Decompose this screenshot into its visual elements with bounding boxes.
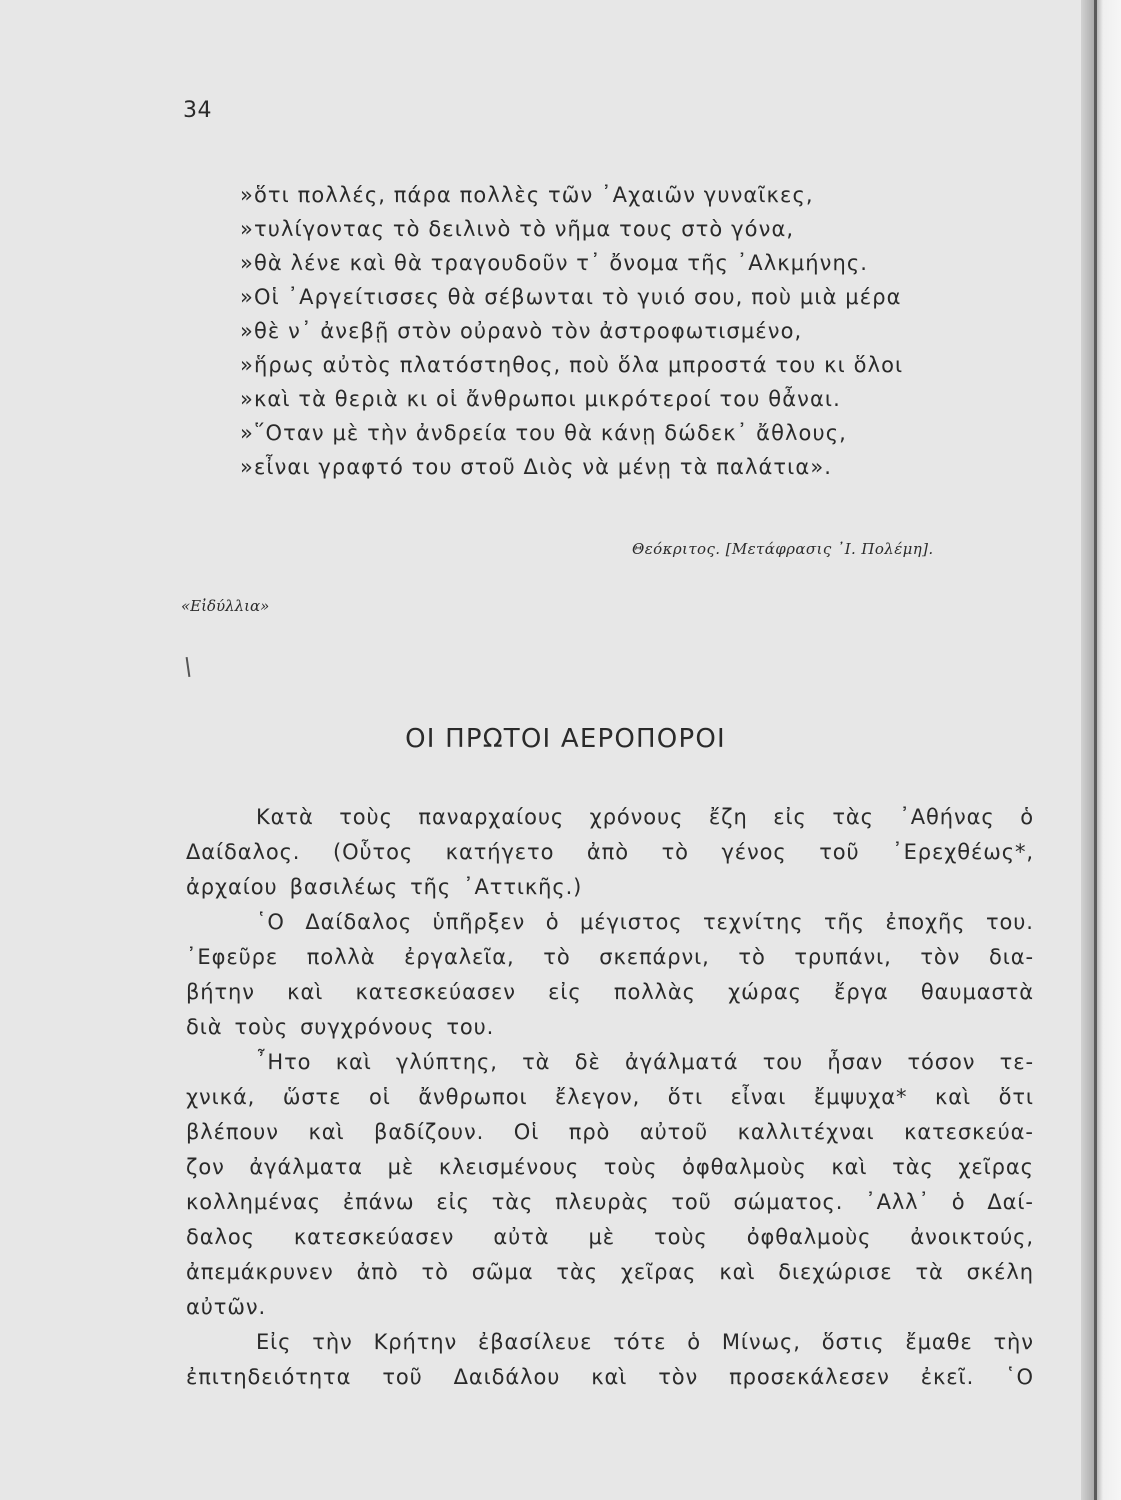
prose-word: σκέλη [966,1260,1034,1284]
prose-word: διὰ [186,1015,223,1039]
prose-word: ἀγάλματα [249,1155,363,1179]
prose-word: ᾽Εφεῦρε [186,945,279,969]
prose-line [186,1045,1034,1080]
prose-word: του [762,1050,804,1074]
prose-word: διεχώρισε [778,1260,893,1284]
prose-line [186,1325,1034,1360]
prose-word: ἔλεγον, [555,1085,641,1109]
prose-word: ἀπὸ [586,840,629,864]
prose-word: ἐποχῆς [885,910,966,934]
prose-word: τοὺς [654,1225,708,1249]
prose-line [186,1150,1034,1185]
prose-word: ἔργα [834,980,889,1004]
prose-word: τὸν [920,945,961,969]
prose-word: ὥστε [282,1085,342,1109]
poem-line: »καὶ τὰ θεριὰ κι οἱ ἄνθρωποι μικρότεροί του θἆναι. [240,387,841,411]
prose-line [186,835,1034,870]
prose-word: (Οὗτος [332,840,414,864]
prose-word: ᾽Αθήνας [899,805,995,829]
prose-line [186,975,1034,1010]
prose-word: τὸ [421,1260,449,1284]
chapter-title: ΟΙ ΠΡΩΤΟΙ ΑΕΡΟΠΟΡΟΙ [405,724,726,754]
poem-source: «Εἰδύλλια» [181,597,270,615]
poem-line: »τυλίγοντας τὸ δειλινὸ τὸ νῆμα τους στὸ γόνα, [240,217,795,241]
page-number: 34 [183,98,212,123]
prose-word: τὰς [556,1260,598,1284]
prose-word: Κατὰ [256,805,314,829]
prose-word: τὰς [491,1190,534,1214]
prose-word: ῾Ο [1005,1365,1034,1389]
prose-word: τρυπάνι, [794,945,892,969]
prose-word: πλευρὰς [555,1190,650,1214]
prose-word: γλύπτης, [396,1050,498,1074]
prose-line [186,1360,1034,1395]
prose-word: τοῦ [819,840,860,864]
prose-word: ἀπεμάκρυνεν [186,1260,334,1284]
prose-word: χνικά, [186,1085,256,1109]
prose-word: τεχνίτης [703,910,804,934]
prose-word: ἔζη [708,805,748,829]
prose-block [186,800,1034,1395]
prose-word: καὶ [335,1050,372,1074]
prose-word: τόσον [907,1050,976,1074]
prose-line [186,1290,1034,1325]
prose-word: ὁ [545,910,560,934]
prose-word: κατεσκεύασεν [293,1225,455,1249]
prose-word: ἐκεῖ. [920,1365,975,1389]
prose-word: σκεπάρνι, [599,945,710,969]
prose-word: σῶμα [471,1260,534,1284]
prose-word: καὶ [935,1085,972,1109]
prose-word: του. [446,1015,495,1039]
prose-word: Δαί- [987,1190,1034,1214]
prose-word: τὴν [993,1330,1034,1354]
prose-word: ὀφθαλμοὺς [682,1155,807,1179]
prose-word: ἔμαθε [905,1330,973,1354]
prose-word: εἰς [548,980,582,1004]
prose-word: τὸ [543,945,571,969]
prose-word: τῆς [823,910,865,934]
prose-word: ἐργαλεῖα, [404,945,515,969]
prose-word: αὐτὰ [493,1225,550,1249]
prose-word: τότε [613,1330,667,1354]
prose-word: Κρήτην [373,1330,458,1354]
prose-word: ῏Ητο [256,1050,312,1074]
prose-word: Μίνως, [721,1330,801,1354]
prose-word: τῆς [410,875,452,899]
prose-word: τοὺς [339,805,393,829]
prose-word: παναρχαίους [418,805,565,829]
prose-word: χεῖρας [958,1155,1034,1179]
prose-word: ἀπὸ [356,1260,399,1284]
poem-line: »ἥρως αὐτὸς πλατόστηθος, ποὺ ὅλα μπροστά του κι ὅλοι [240,353,904,377]
prose-word: γένος [721,840,787,864]
prose-word: ὅστις [821,1330,885,1354]
poem-line: »Οἱ ᾽Αργείτισσες θὰ σέβωνται τὸ γυιό σου, ποὺ μιὰ μέρα [240,285,902,309]
prose-word: μέγιστος [579,910,683,934]
prose-word: Δαίδαλος [305,910,413,934]
prose-word: ἀνοικτούς, [910,1225,1034,1249]
prose-word: βαδίζουν. [374,1120,485,1144]
prose-line [186,1255,1034,1290]
prose-word: δὲ [574,1050,601,1074]
prose-word: οἱ [368,1085,391,1109]
prose-word: τὰς [832,805,874,829]
prose-word: ἀγάλματά [625,1050,739,1074]
prose-word: ἄνθρωποι [418,1085,528,1109]
prose-word: ὁ [951,1190,966,1214]
prose-word: τὴν [312,1330,353,1354]
prose-word: βήτην [186,980,255,1004]
prose-word: ὀφθαλμοὺς [746,1225,872,1249]
prose-word: εἰς [773,805,807,829]
prose-word: καλλιτέχναι [737,1120,875,1144]
print-mark [186,657,191,677]
prose-word: σώματος. [733,1190,844,1214]
prose-word: εἶναι [730,1085,787,1109]
prose-word: ἐπάνω [342,1190,415,1214]
prose-line [186,800,1034,835]
prose-word: καὶ [831,1155,868,1179]
prose-word: ἔμψυχα* [813,1085,908,1109]
prose-word: τοῦ [382,1365,423,1389]
prose-word: καὶ [719,1260,756,1284]
prose-word: κλεισμένους [438,1155,580,1179]
prose-word: αὐτῶν. [186,1295,267,1319]
prose-word: χρόνους [589,805,684,829]
prose-line [186,870,1034,905]
prose-word: ὁ [1020,805,1034,829]
prose-word: βλέπουν [186,1120,279,1144]
prose-word: τὸ [661,840,689,864]
prose-word: ἦσαν [827,1050,884,1074]
prose-word: ὅτι [667,1085,704,1109]
prose-word: ῾Ο [256,910,285,934]
prose-word: ἐβασίλευε [477,1330,593,1354]
prose-word: καὶ [308,1120,345,1144]
prose-word: ὑπῆρξεν [432,910,526,934]
prose-word: τοῦ [671,1190,712,1214]
prose-word: τὰ [915,1260,944,1284]
prose-word: πολλὰς [613,980,696,1004]
prose-word: θαυμαστὰ [920,980,1034,1004]
prose-word: κατήγετο [445,840,555,864]
prose-word: ζον [186,1155,225,1179]
poem-line: »εἶναι γραφτό του στοῦ Διὸς νὰ μένῃ τὰ παλάτια». [240,455,833,479]
prose-word: δια- [988,945,1034,969]
prose-word: καὶ [287,980,324,1004]
prose-word: τοὺς [234,1015,289,1039]
prose-word: χώρας [728,980,802,1004]
prose-word: συγχρόνους [300,1015,435,1039]
prose-line [186,1010,1034,1045]
prose-word: βασιλέως [289,875,399,899]
prose-word: εἰς [436,1190,470,1214]
prose-word: πρὸ [568,1120,611,1144]
poem-line: »θὲ ν᾽ ἀνεβῇ στὸν οὐρανὸ τὸν ἀστροφωτισμένο, [240,319,803,343]
prose-word: τὸν [658,1365,699,1389]
prose-line [186,1115,1034,1150]
poem-line: »ὅτι πολλές, πάρα πολλὲς τῶν ᾽Αχαιῶν γυναῖκες, [240,183,814,207]
prose-word: Δαίδαλος. [186,840,301,864]
prose-word: ὅτι [998,1085,1034,1109]
prose-word: τὰς [892,1155,934,1179]
prose-word: κολλημένας [186,1190,321,1214]
prose-word: τε- [999,1050,1034,1074]
prose-word: ᾽Ερεχθέως*, [892,840,1034,864]
prose-line [186,1080,1034,1115]
prose-word: ᾽Αλλ᾽ [865,1190,930,1214]
prose-word: χεῖρας [620,1260,697,1284]
prose-word: του. [985,910,1034,934]
prose-word: τὸ [738,945,766,969]
prose-word: κατεσκεύασεν [355,980,516,1004]
prose-word: δαλος [186,1225,255,1249]
prose-line [186,940,1034,975]
prose-word: μὲ [387,1155,415,1179]
prose-word: Δαιδάλου [453,1365,561,1389]
prose-word: καὶ [591,1365,628,1389]
prose-line [186,1220,1034,1255]
prose-word: ἐπιτηδειότητα [186,1365,352,1389]
prose-word: ἀρχαίου [186,875,278,899]
poem-line: »θὰ λένε καὶ θὰ τραγουδοῦν τ᾽ ὄνομα τῆς ᾽Αλκμήνης. [240,251,869,275]
prose-word: κατεσκεύα- [904,1120,1034,1144]
poem-block [240,178,1030,484]
prose-word: μὲ [588,1225,616,1249]
prose-word: τοὺς [603,1155,658,1179]
poem-attribution: Θεόκριτος. [Μετάφρασις ᾽Ι. Πολέμη]. [632,540,934,558]
prose-word: προσεκάλεσεν [729,1365,890,1389]
prose-word: ὁ [687,1330,701,1354]
prose-word: Οἱ [513,1120,540,1144]
prose-line [186,905,1034,940]
prose-word: αὐτοῦ [639,1120,709,1144]
prose-line [186,1185,1034,1220]
prose-word: τὰ [522,1050,551,1074]
prose-word: Εἰς [256,1330,292,1354]
prose-word: ᾽Αττικῆς.) [463,875,583,899]
prose-word: πολλὰ [306,945,376,969]
poem-line: »῞Οταν μὲ τὴν ἀνδρεία του θὰ κάνῃ δώδεκ᾽ ἄθλους, [240,421,847,445]
